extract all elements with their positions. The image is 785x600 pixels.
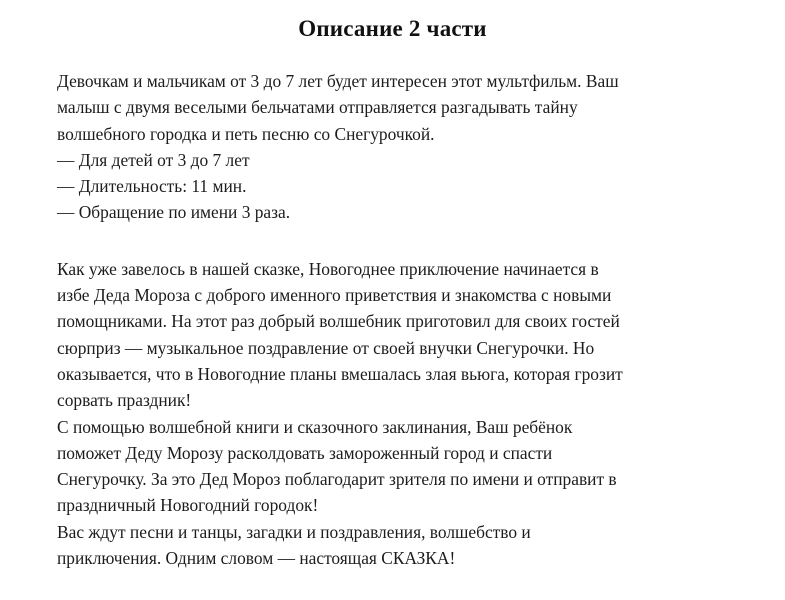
document-body	[57, 68, 740, 571]
paragraph-spacer	[57, 226, 740, 256]
page-title: Описание 2 части	[298, 16, 487, 41]
detail-list	[57, 147, 740, 226]
story-line-4: сюрприз — музыкальное поздравление от своей внучки Снегурочки. Но	[57, 337, 595, 358]
story-line-1: Как уже завелось в нашей сказке, Новогоднее приключение начинается в	[57, 258, 599, 279]
story-line-10: праздничный Новогодний городок!	[57, 495, 319, 516]
intro-line-1: Девочкам и мальчикам от 3 до 7 лет будет интересен этот мультфильм. Ваш	[57, 71, 619, 91]
story-line-2: избе Деда Мороза с доброго именного приветствия и знакомства с новыми	[57, 285, 612, 306]
list-item: — Для детей от 3 до 7 лет	[57, 149, 250, 170]
story-line-5: оказывается, что в Новогодние планы вмешалась злая вьюга, которая грозит	[57, 363, 623, 384]
story-line-6: сорвать праздник!	[57, 390, 192, 411]
story-line-9: Снегурочку. За это Дед Мороз поблагодарит зрителя по имени и отправит в	[57, 469, 617, 490]
story-paragraph	[57, 256, 740, 572]
story-line-8: поможет Деду Морозу расколдовать замороженный город и спасти	[57, 442, 553, 463]
intro-line-3: волшебного городка и петь песню со Снегурочкой.	[57, 123, 435, 144]
story-line-3: помощниками. На этот раз добрый волшебник приготовил для своих гостей	[57, 311, 620, 332]
story-line-12: приключения. Одним словом — настоящая СКАЗКА!	[57, 548, 456, 569]
list-item: — Длительность: 11 мин.	[57, 176, 247, 197]
story-line-11: Вас ждут песни и танцы, загадки и поздравления, волшебство и	[57, 521, 531, 542]
story-line-7: С помощью волшебной книги и сказочного заклинания, Ваш ребёнок	[57, 416, 573, 437]
intro-line-2: малыш с двумя веселыми бельчатами отправляется разгадывать тайну	[57, 97, 578, 118]
list-item: — Обращение по имени 3 раза.	[57, 202, 291, 223]
intro-paragraph	[57, 68, 740, 147]
